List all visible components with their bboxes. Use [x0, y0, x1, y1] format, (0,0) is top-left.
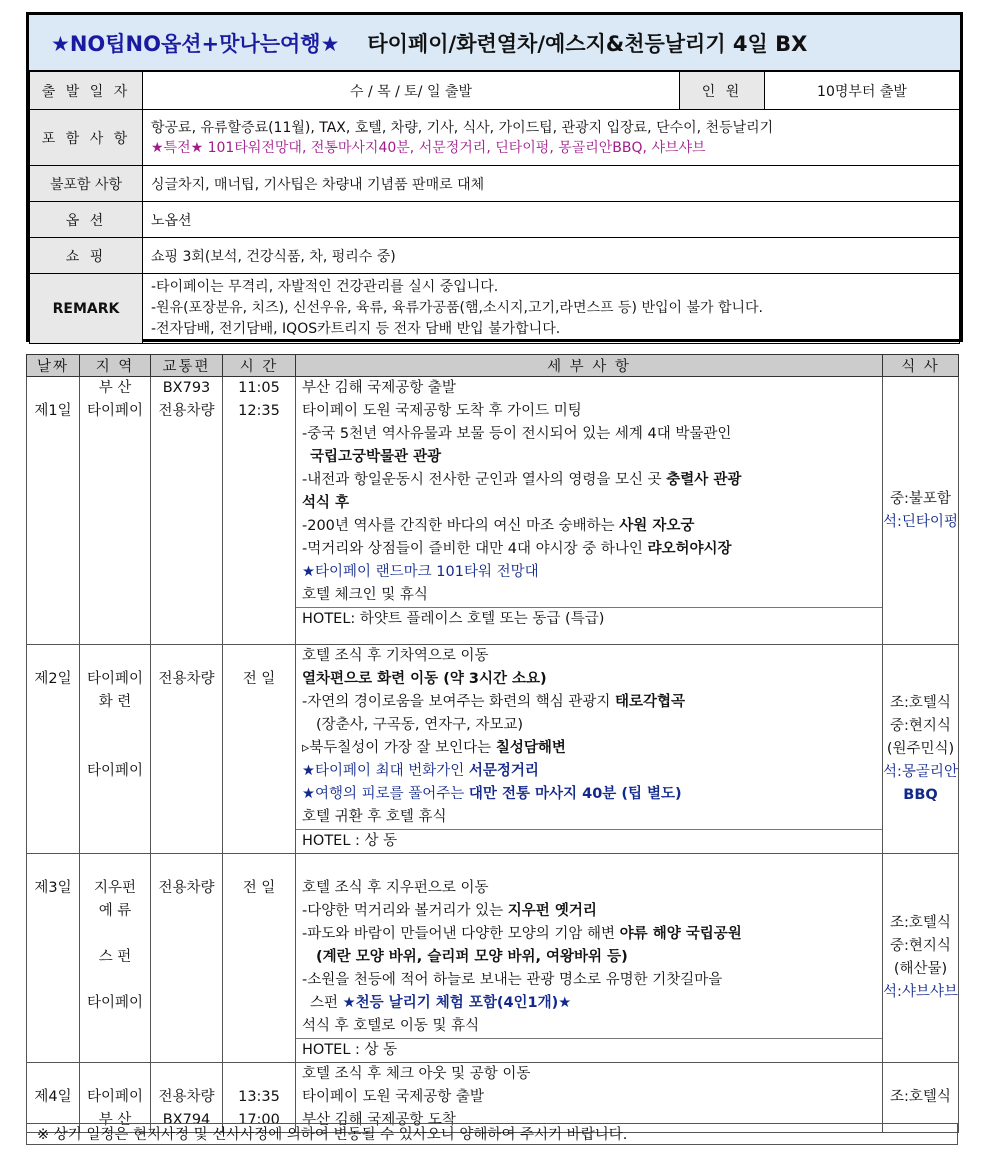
people-value: 10명부터 출발 — [765, 72, 960, 110]
day1-region-1: 부 산 — [98, 380, 132, 396]
day2-detail: (장춘사, 구곡동, 연자구, 자모교) — [316, 717, 524, 733]
day4-detail: 호텔 조식 후 체크 아웃 및 공항 이동 — [302, 1066, 531, 1082]
day3-detail-bold: 야류 해양 국립공원 — [619, 926, 742, 942]
shopping-value: 쇼핑 3회(보석, 건강식품, 차, 펑리수 중) — [143, 238, 960, 274]
day2-date: 제2일 — [34, 671, 72, 687]
day1-meal: 석:딘타이펑 — [883, 513, 958, 530]
title-highlight: ★NO팁NO옵션+맛나는여행★ — [51, 31, 340, 56]
day1-hotel: HOTEL: 하얏트 플레이스 호텔 또는 동급 (특급) — [296, 607, 882, 631]
day3-date: 제3일 — [34, 880, 72, 896]
day3-meal: 조:호텔식 — [890, 915, 951, 931]
header-date: 날짜 — [27, 355, 80, 377]
tour-summary-box — [26, 12, 963, 342]
day3-meal: 중:현지식 — [890, 938, 951, 954]
day3-detail: 호텔 조식 후 지우펀으로 이동 — [302, 880, 489, 896]
day3-detail: 석식 후 호텔로 이동 및 휴식 — [302, 1018, 480, 1034]
day1-detail-bold: 사원 자오궁 — [619, 518, 695, 534]
included-line-2: ★특전★ 101타워전망대, 전통마사지40분, 서문정거리, 딘타이펑, 몽골리안BBQ, 샤브샤브 — [151, 139, 706, 156]
included-label: 포 함 사 항 — [30, 110, 143, 166]
people-label: 인 원 — [680, 72, 765, 110]
day1-detail: -중국 5천년 역사유물과 보물 등이 전시되어 있는 세계 4대 박물관인 — [302, 426, 732, 442]
title-main: 타이페이/화련열차/예스지&천등날리기 4일 BX — [367, 31, 808, 56]
schedule-table — [26, 354, 959, 1133]
info-table — [29, 71, 960, 344]
day1-detail: 호텔 체크인 및 휴식 — [302, 587, 428, 603]
header-meals: 식 사 — [883, 355, 959, 377]
day2-time: 전 일 — [242, 671, 276, 687]
day2-detail-bold: 대만 전통 마사지 40분 (팁 별도) — [468, 786, 682, 802]
day3-region-1: 지우펀 — [93, 880, 137, 896]
day2-detail: 호텔 귀환 후 호텔 휴식 — [302, 809, 447, 825]
day4-time-2: 17:00 — [238, 1112, 280, 1128]
day2-region-3: 타이페이 — [86, 763, 144, 779]
day4-transport-1: 전용차량 — [158, 1089, 215, 1105]
day2-meal: (원주민식) — [886, 740, 955, 757]
day3-detail-bold: 지우펀 옛거리 — [507, 903, 597, 919]
day4-detail: 부산 김해 국제공항 도착 — [302, 1112, 456, 1128]
day3-detail: -파도와 바람이 만들어낸 다양한 모양의 기암 해변 — [302, 926, 620, 942]
day3-detail: (계란 모양 바위, 슬리퍼 모양 바위, 여왕바위 등) — [316, 949, 628, 965]
included-line-1: 항공료, 유류할증료(11월), TAX, 호텔, 차량, 기사, 식사, 가이드팁, 관광지 입장료, 단수이, 천등날리기 — [151, 119, 774, 136]
day1-time-2: 12:35 — [238, 403, 280, 419]
day2-detail: 열차편으로 화련 이동 (약 3시간 소요) — [302, 671, 547, 687]
day2-meal: 석:몽골리안 — [883, 763, 958, 780]
shopping-label: 쇼 핑 — [30, 238, 143, 274]
day3-hotel: HOTEL : 상 동 — [296, 1038, 882, 1062]
day3-region-4: 타이페이 — [86, 995, 144, 1011]
excluded-value: 싱글차지, 매너팁, 기사팁은 차량내 기념품 판매로 대체 — [143, 166, 960, 202]
day1-detail: -먹거리와 상점들이 즐비한 대만 4대 야시장 중 하나인 — [302, 541, 648, 557]
departure-label: 출 발 일 자 — [30, 72, 143, 110]
day2-detail-bold: 칠성담해변 — [495, 740, 566, 756]
day2-detail: ★여행의 피로를 풀어주는 — [302, 786, 469, 802]
day4-meal: 조:호텔식 — [890, 1089, 951, 1105]
day3-transport: 전용차량 — [158, 880, 215, 896]
day4-time-1: 13:35 — [238, 1089, 280, 1105]
day1-transport-1: BX793 — [162, 380, 211, 396]
day3-meal: 석:샤브샤브 — [883, 984, 958, 1000]
day3-detail: -소원을 천등에 적어 하늘로 보내는 관광 명소로 유명한 기찻길마을 — [302, 972, 723, 988]
day2-detail-bold: 서문정거리 — [468, 763, 539, 779]
remark-line-2: -원유(포장분유, 치즈), 신선우유, 육류, 육류가공품(햄,소시지,고기,라면스프 등) 반입이 불가 합니다. — [151, 300, 764, 316]
excluded-label: 불포함 사항 — [30, 166, 143, 202]
day3-detail: -다양한 먹거리와 볼거리가 있는 — [302, 903, 508, 919]
day4-date: 제4일 — [34, 1089, 72, 1105]
day2-region-2: 화 련 — [98, 694, 132, 710]
day2-detail: -자연의 경이로움을 보여주는 화련의 핵심 관광지 — [302, 694, 616, 710]
day2-hotel: HOTEL : 상 동 — [296, 829, 882, 853]
footer-note: ※ 상기 일정은 현지사정 및 선사사정에 의하여 변동될 수 있사오니 양해하여 주시기 바랍니다. — [26, 1123, 958, 1145]
day2-meal: BBQ — [903, 786, 938, 803]
remark-label: REMARK — [30, 274, 143, 344]
day1-detail: 타이페이 도원 국제공항 도착 후 가이드 미팅 — [302, 403, 582, 419]
day2-detail-bold: 태로각협곡 — [615, 694, 686, 710]
day2-detail: ▹북두칠성이 가장 잘 보인다는 — [302, 740, 496, 756]
day2-transport: 전용차량 — [158, 671, 215, 687]
day4-row — [27, 1063, 959, 1133]
day3-region-2: 예 류 — [98, 903, 132, 919]
day1-detail: -내전과 항일운동시 전사한 군인과 열사의 영령을 모신 곳 — [302, 472, 667, 488]
day1-meal: 중:불포함 — [890, 490, 951, 507]
remark-line-3: -전자담배, 전기담배, IQOS카트리지 등 전자 담배 반입 불가합니다. — [151, 321, 561, 337]
day4-detail: 타이페이 도원 국제공항 출발 — [302, 1089, 484, 1105]
day3-meal: (해산물) — [893, 961, 948, 977]
day4-region-1: 타이페이 — [86, 1089, 144, 1105]
day3-time: 전 일 — [242, 880, 276, 896]
tour-title — [29, 15, 960, 71]
day4-transport-2: BX794 — [162, 1112, 211, 1128]
day1-transport-2: 전용차량 — [158, 403, 215, 419]
day2-meal: 중:현지식 — [890, 717, 951, 734]
option-value: 노옵션 — [143, 202, 960, 238]
day3-region-3: 스 펀 — [98, 949, 132, 965]
header-details: 세 부 사 항 — [296, 355, 883, 377]
day3-detail-bold: ★천등 날리기 체험 포함(4인1개)★ — [342, 995, 572, 1011]
header-time: 시 간 — [223, 355, 296, 377]
day2-region-1: 타이페이 — [86, 671, 144, 687]
day4-region-2: 부 산 — [98, 1112, 132, 1128]
option-label: 옵 션 — [30, 202, 143, 238]
day1-detail-bold: 랴오허야시장 — [647, 541, 732, 557]
day1-detail: -200년 역사를 간직한 바다의 여신 마조 숭배하는 — [302, 518, 620, 534]
header-region: 지 역 — [80, 355, 151, 377]
day1-time-1: 11:05 — [238, 380, 280, 396]
day3-detail: 스펀 — [310, 995, 343, 1011]
remark-line-1: -타이페이는 무격리, 자발적인 건강관리를 실시 중입니다. — [151, 279, 499, 295]
day1-detail: 석식 후 — [302, 495, 350, 511]
header-transport: 교통편 — [151, 355, 223, 377]
day1-detail: 부산 김해 국제공항 출발 — [302, 380, 456, 396]
day1-detail-highlight: ★타이페이 랜드마크 101타워 전망대 — [302, 564, 539, 580]
day1-region-2: 타이페이 — [86, 403, 144, 419]
day2-detail: 호텔 조식 후 기차역으로 이동 — [302, 648, 489, 664]
day2-row — [27, 645, 959, 854]
departure-value: 수 / 목 / 토/ 일 출발 — [143, 72, 680, 110]
day1-date: 제1일 — [34, 403, 72, 419]
day1-row — [27, 377, 959, 645]
day2-detail: ★타이페이 최대 번화가인 — [302, 763, 469, 779]
day1-detail-bold: 충렬사 관광 — [666, 472, 742, 488]
day3-row — [27, 854, 959, 1063]
day1-detail: 국립고궁박물관 관광 — [310, 449, 442, 465]
day2-meal: 조:호텔식 — [890, 694, 951, 711]
